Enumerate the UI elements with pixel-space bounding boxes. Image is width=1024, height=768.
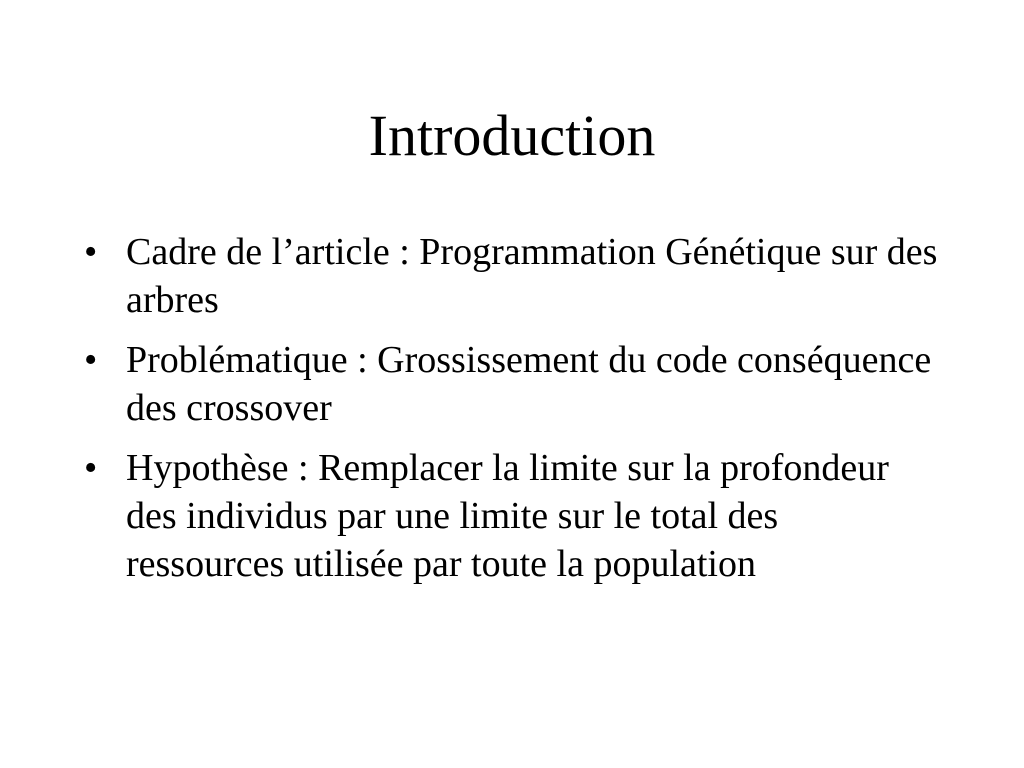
bullet-marker: • bbox=[84, 447, 98, 489]
bullet-text: Cadre de l’article : Programmation Génétique sur des arbres bbox=[126, 231, 938, 321]
bullet-item bbox=[84, 444, 944, 588]
bullet-item bbox=[84, 336, 944, 432]
bullet-marker: • bbox=[84, 339, 98, 381]
bullet-text: Problématique : Grossissement du code conséquence des crossover bbox=[126, 339, 932, 429]
bullet-marker: • bbox=[84, 231, 98, 273]
bullet-list bbox=[84, 228, 944, 600]
bullet-item bbox=[84, 228, 944, 324]
slide-title: Introduction bbox=[368, 103, 656, 168]
bullet-text: Hypothèse : Remplacer la limite sur la profondeur des individus par une limite sur le total des ressources utilisée par toute la population bbox=[126, 447, 889, 585]
